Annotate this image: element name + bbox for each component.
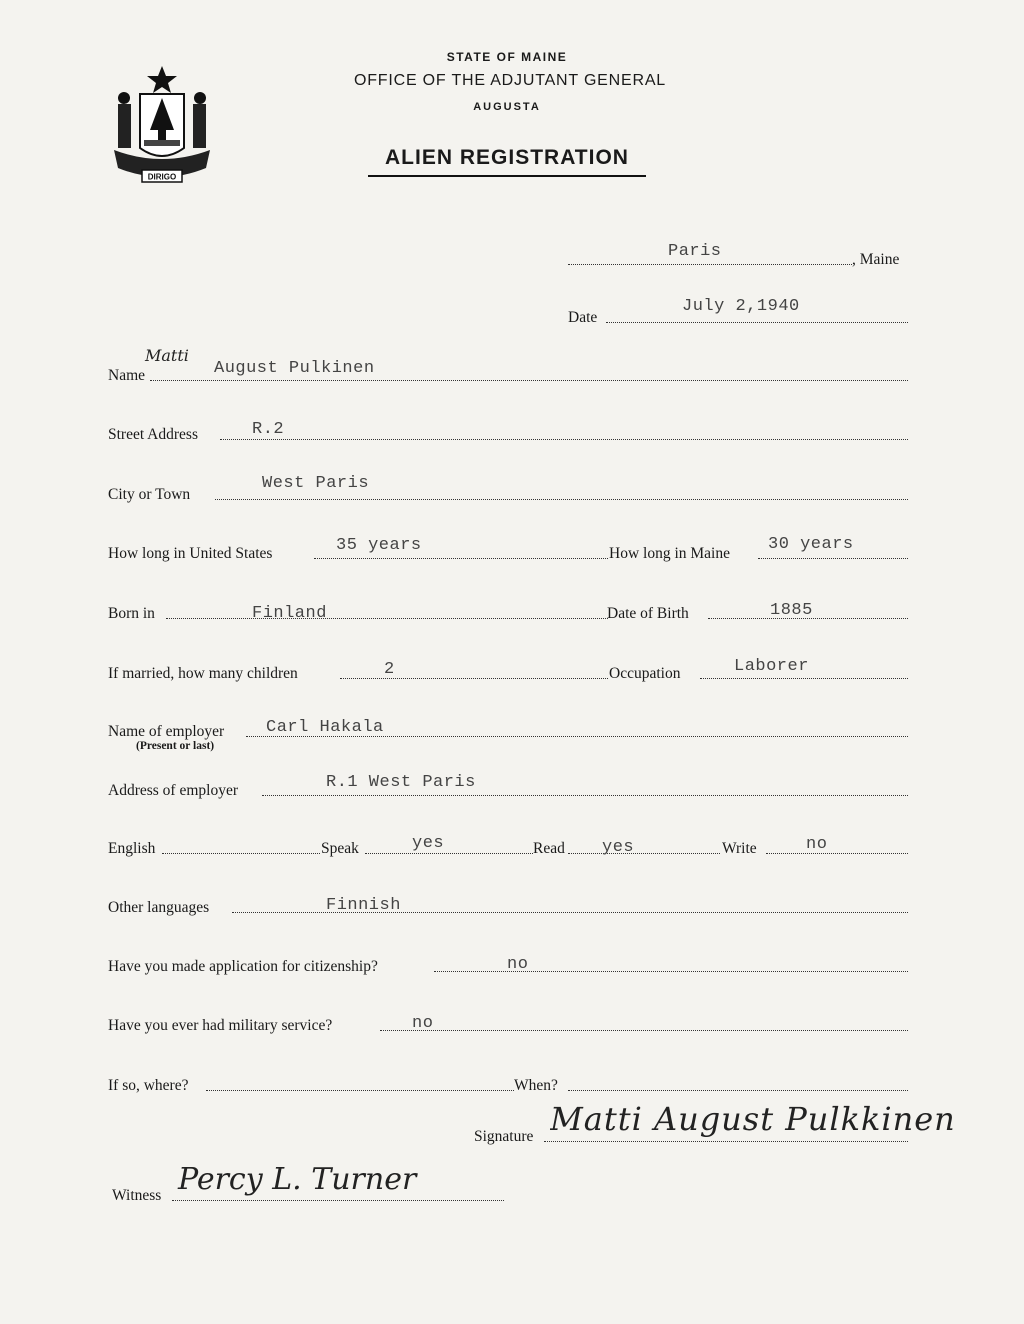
witness-line bbox=[172, 1200, 504, 1201]
header-office: OFFICE OF THE ADJUTANT GENERAL bbox=[353, 72, 667, 89]
seal-star bbox=[147, 66, 177, 93]
seal-sailor-body bbox=[193, 104, 206, 148]
witness-signature: Percy L. Turner bbox=[178, 1162, 417, 1197]
military-value: no bbox=[412, 1014, 434, 1033]
city-value: West Paris bbox=[262, 474, 370, 493]
where-label: If so, where? bbox=[108, 1077, 189, 1094]
citizenship-line bbox=[434, 971, 908, 972]
where-line bbox=[206, 1090, 514, 1091]
other-languages-label: Other languages bbox=[108, 899, 210, 916]
maine-state-seal bbox=[108, 64, 216, 188]
place-line bbox=[568, 264, 852, 265]
citizenship-label: Have you made application for citizenship? bbox=[108, 958, 378, 975]
seal-motto-text: DIRIGO bbox=[147, 172, 177, 182]
employer-value: Carl Hakala bbox=[266, 718, 384, 737]
write-label: Write bbox=[722, 840, 757, 857]
witness-label: Witness bbox=[112, 1187, 162, 1204]
header-state: STATE OF MAINE bbox=[446, 50, 568, 64]
speak-value: yes bbox=[412, 834, 445, 853]
signature-line bbox=[544, 1141, 908, 1142]
english-line bbox=[162, 853, 320, 854]
name-value: August Pulkinen bbox=[214, 359, 375, 378]
occupation-value: Laborer bbox=[734, 657, 809, 676]
employer-note: (Present or last) bbox=[136, 740, 215, 752]
employer-label: Name of employer bbox=[108, 723, 225, 740]
street-address-value: R.2 bbox=[252, 420, 285, 439]
how-long-maine-value: 30 years bbox=[768, 535, 854, 554]
street-address-line bbox=[220, 439, 908, 440]
military-line bbox=[380, 1030, 908, 1031]
header-city: AUGUSTA bbox=[473, 101, 541, 113]
how-long-us-label: How long in United States bbox=[108, 545, 273, 562]
seal-water bbox=[144, 140, 180, 146]
occupation-label: Occupation bbox=[609, 665, 681, 682]
children-label: If married, how many children bbox=[108, 665, 298, 682]
city-line bbox=[215, 499, 908, 500]
seal-farmer-head bbox=[118, 92, 130, 104]
signature-value: Matti August Pulkkinen bbox=[550, 1100, 956, 1138]
read-label: Read bbox=[533, 840, 565, 857]
when-line bbox=[568, 1090, 908, 1091]
title-underline bbox=[368, 175, 646, 177]
children-value: 2 bbox=[384, 660, 395, 679]
born-in-line bbox=[166, 618, 608, 619]
citizenship-value: no bbox=[507, 955, 529, 974]
read-value: yes bbox=[602, 838, 635, 857]
speak-label: Speak bbox=[321, 840, 359, 857]
employer-address-label: Address of employer bbox=[108, 782, 238, 799]
date-value: July 2,1940 bbox=[682, 297, 800, 316]
date-label: Date bbox=[568, 309, 598, 326]
born-in-value: Finland bbox=[252, 604, 327, 623]
seal-sailor-head bbox=[194, 92, 206, 104]
employer-address-value: R.1 West Paris bbox=[326, 773, 476, 792]
name-handwritten-prefix: Matti bbox=[145, 346, 189, 365]
how-long-us-line bbox=[314, 558, 608, 559]
date-of-birth-value: 1885 bbox=[770, 601, 813, 620]
form-title: ALIEN REGISTRATION bbox=[385, 146, 629, 169]
read-line bbox=[568, 853, 720, 854]
seal-farmer-body bbox=[118, 104, 131, 148]
speak-line bbox=[365, 853, 533, 854]
signature-label: Signature bbox=[474, 1128, 534, 1145]
city-label: City or Town bbox=[108, 486, 191, 503]
write-value: no bbox=[806, 835, 828, 854]
street-address-label: Street Address bbox=[108, 426, 198, 443]
born-in-label: Born in bbox=[108, 605, 155, 622]
how-long-maine-line bbox=[758, 558, 908, 559]
date-line bbox=[606, 322, 908, 323]
military-label: Have you ever had military service? bbox=[108, 1017, 333, 1034]
employer-address-line bbox=[262, 795, 908, 796]
place-value: Paris bbox=[668, 242, 722, 261]
write-line bbox=[766, 853, 908, 854]
english-label: English bbox=[108, 840, 156, 857]
how-long-us-value: 35 years bbox=[336, 536, 422, 555]
other-languages-value: Finnish bbox=[326, 896, 401, 915]
date-of-birth-label: Date of Birth bbox=[607, 605, 689, 622]
place-suffix: , Maine bbox=[852, 251, 900, 268]
children-line bbox=[340, 678, 608, 679]
how-long-maine-label: How long in Maine bbox=[609, 545, 730, 562]
when-label: When? bbox=[514, 1077, 558, 1094]
name-label: Name bbox=[108, 367, 146, 384]
occupation-line bbox=[700, 678, 908, 679]
name-line bbox=[150, 380, 908, 381]
